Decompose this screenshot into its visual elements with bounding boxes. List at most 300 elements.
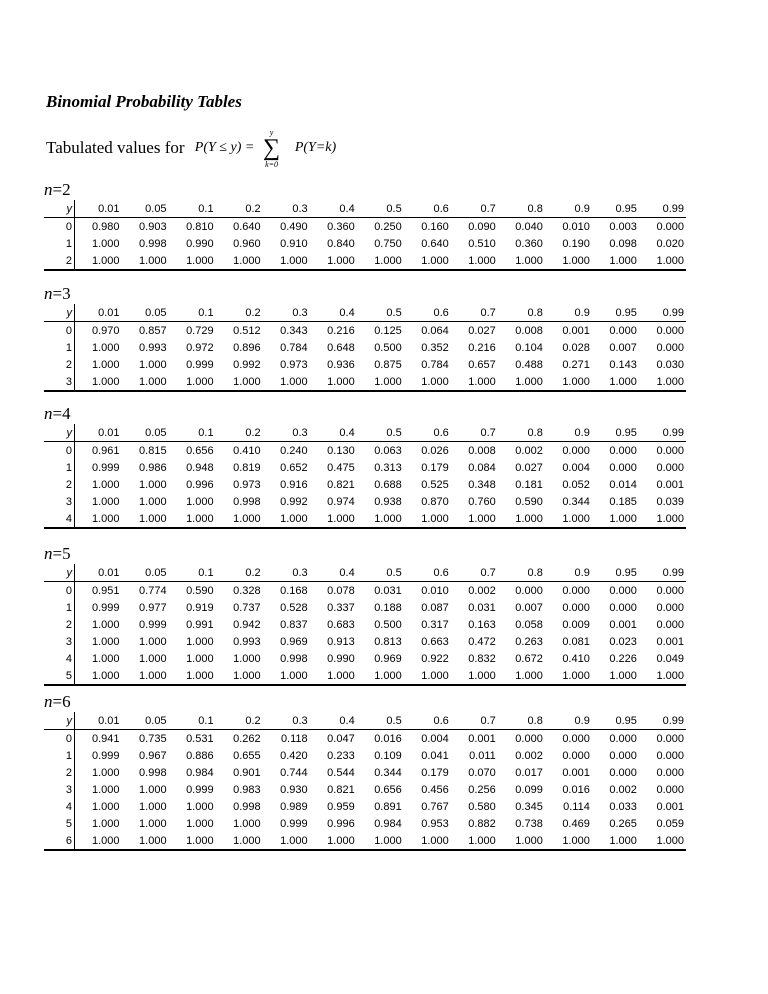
probability-cell: 1.000 <box>639 510 686 528</box>
probability-cell: 0.031 <box>468 601 496 614</box>
y-cell: 2 <box>44 476 75 493</box>
probability-cell: 0.998 <box>280 652 308 665</box>
y-cell: 3 <box>44 373 75 391</box>
probability-cell: 1.000 <box>310 667 357 685</box>
probability-cell: 0.990 <box>327 652 355 665</box>
p-column-header: 0.5 <box>357 424 404 442</box>
probability-cell: 0.683 <box>327 618 355 631</box>
table-row <box>44 832 686 850</box>
probability-cell: 1.000 <box>639 832 686 850</box>
probability-cell: 0.226 <box>609 652 637 665</box>
p-column-header: 0.01 <box>75 712 122 730</box>
binomial-table-block <box>44 284 686 392</box>
probability-cell: 0.784 <box>280 341 308 354</box>
y-cell: 3 <box>44 633 75 650</box>
probability-cell: 0.000 <box>656 220 684 233</box>
probability-cell: 1.000 <box>92 652 120 665</box>
p-column-header: 0.95 <box>592 564 639 582</box>
probability-cell: 0.922 <box>421 652 449 665</box>
probability-cell: 1.000 <box>75 667 122 685</box>
probability-cell: 0.000 <box>609 444 637 457</box>
p-column-header: 0.7 <box>451 564 498 582</box>
probability-cell: 0.967 <box>139 749 167 762</box>
y-cell: 0 <box>44 442 75 460</box>
probability-cell: 0.360 <box>327 220 355 233</box>
probability-cell: 0.240 <box>280 444 308 457</box>
p-column-header: 0.05 <box>122 424 169 442</box>
probability-cell: 1.000 <box>92 635 120 648</box>
p-column-header: 0.3 <box>263 304 310 322</box>
probability-cell: 0.000 <box>562 444 590 457</box>
probability-cell: 0.027 <box>468 324 496 337</box>
sigma-glyph: ∑ <box>263 135 281 161</box>
probability-cell: 0.998 <box>233 495 261 508</box>
y-cell: 2 <box>44 356 75 373</box>
probability-cell: 1.000 <box>216 510 263 528</box>
probability-cell: 0.544 <box>327 766 355 779</box>
probability-cell: 1.000 <box>233 817 261 830</box>
probability-cell: 0.938 <box>374 495 402 508</box>
formula-lead-text: Tabulated values for <box>46 138 185 157</box>
probability-cell: 0.672 <box>515 652 543 665</box>
y-cell: 6 <box>44 832 75 850</box>
p-column-header: 0.95 <box>592 712 639 730</box>
probability-cell: 1.000 <box>216 252 263 270</box>
p-column-header: 0.99 <box>639 304 686 322</box>
probability-cell: 0.179 <box>421 766 449 779</box>
probability-cell: 0.999 <box>186 358 214 371</box>
probability-cell: 0.000 <box>609 324 637 337</box>
binomial-table-block <box>44 692 686 851</box>
probability-cell: 0.031 <box>374 584 402 597</box>
table-row <box>44 599 686 616</box>
table-row <box>44 650 686 667</box>
probability-cell: 0.001 <box>656 635 684 648</box>
probability-cell: 1.000 <box>233 652 261 665</box>
probability-cell: 0.810 <box>186 220 214 233</box>
p-column-header: 0.2 <box>216 304 263 322</box>
probability-cell: 1.000 <box>216 667 263 685</box>
probability-cell: 1.000 <box>498 373 545 391</box>
probability-cell: 1.000 <box>139 652 167 665</box>
probability-cell: 0.011 <box>469 749 496 762</box>
probability-cell: 1.000 <box>139 495 167 508</box>
table-row <box>44 339 686 356</box>
probability-cell: 0.999 <box>92 601 120 614</box>
probability-cell: 0.328 <box>233 584 261 597</box>
p-column-header: 0.99 <box>639 712 686 730</box>
probability-cell: 1.000 <box>592 832 639 850</box>
probability-cell: 1.000 <box>92 237 120 250</box>
n-label <box>44 692 686 712</box>
table-row <box>44 459 686 476</box>
probability-cell: 1.000 <box>357 510 404 528</box>
probability-cell: 0.999 <box>92 749 120 762</box>
probability-cell: 0.009 <box>562 618 590 631</box>
probability-cell: 0.263 <box>515 635 543 648</box>
probability-cell: 0.216 <box>468 341 496 354</box>
probability-table <box>44 200 686 271</box>
y-cell: 0 <box>44 218 75 236</box>
table-row <box>44 493 686 510</box>
probability-cell: 0.099 <box>515 783 543 796</box>
probability-cell: 0.901 <box>233 766 261 779</box>
probability-cell: 0.058 <box>515 618 543 631</box>
y-column-header: y <box>44 712 75 730</box>
probability-cell: 0.973 <box>280 358 308 371</box>
p-column-header: 0.4 <box>310 424 357 442</box>
probability-cell: 0.000 <box>609 732 637 745</box>
probability-cell: 1.000 <box>545 373 592 391</box>
probability-cell: 0.456 <box>421 783 449 796</box>
p-column-header: 0.99 <box>639 564 686 582</box>
table-row <box>44 218 686 236</box>
p-column-header: 0.9 <box>545 424 592 442</box>
probability-cell: 0.840 <box>327 237 355 250</box>
probability-cell: 0.008 <box>515 324 543 337</box>
probability-cell: 0.000 <box>562 601 590 614</box>
probability-cell: 1.000 <box>139 478 167 491</box>
probability-cell: 1.000 <box>310 832 357 850</box>
probability-cell: 0.125 <box>374 324 402 337</box>
probability-cell: 0.980 <box>92 220 120 233</box>
p-column-header: 0.7 <box>451 200 498 218</box>
page-title: Binomial Probability Tables <box>46 92 242 111</box>
probability-cell: 0.000 <box>656 444 684 457</box>
formula-line <box>46 128 337 169</box>
probability-cell: 0.420 <box>280 749 308 762</box>
p-column-header: 0.1 <box>169 304 216 322</box>
probability-cell: 1.000 <box>404 373 451 391</box>
probability-cell: 0.000 <box>515 584 543 597</box>
p-column-header: 0.1 <box>169 200 216 218</box>
probability-cell: 0.970 <box>92 324 120 337</box>
probability-cell: 0.000 <box>515 732 543 745</box>
probability-cell: 0.640 <box>421 237 449 250</box>
p-column-header: 0.8 <box>498 424 545 442</box>
probability-cell: 0.010 <box>421 584 449 597</box>
probability-table <box>44 424 686 529</box>
probability-cell: 1.000 <box>122 832 169 850</box>
probability-cell: 0.114 <box>563 800 590 813</box>
probability-cell: 1.000 <box>92 618 120 631</box>
probability-cell: 0.500 <box>374 618 402 631</box>
y-cell: 0 <box>44 582 75 600</box>
y-column-header: y <box>44 564 75 582</box>
p-column-header: 0.5 <box>357 304 404 322</box>
probability-cell: 0.525 <box>421 478 449 491</box>
table-row <box>44 781 686 798</box>
probability-cell: 1.000 <box>545 252 592 270</box>
probability-cell: 0.896 <box>233 341 261 354</box>
probability-cell: 0.410 <box>562 652 590 665</box>
probability-cell: 1.000 <box>169 373 216 391</box>
probability-cell: 0.930 <box>280 783 308 796</box>
p-column-header: 0.2 <box>216 200 263 218</box>
p-column-header: 0.7 <box>451 712 498 730</box>
p-column-header: 0.05 <box>122 712 169 730</box>
probability-cell: 0.738 <box>515 817 543 830</box>
n-label <box>44 404 686 424</box>
p-column-header: 0.8 <box>498 712 545 730</box>
probability-cell: 0.265 <box>609 817 637 830</box>
probability-cell: 0.002 <box>468 584 496 597</box>
p-column-header: 0.99 <box>639 424 686 442</box>
probability-cell: 0.001 <box>468 732 496 745</box>
probability-cell: 0.663 <box>421 635 449 648</box>
n-value: =3 <box>52 284 71 303</box>
probability-cell: 0.580 <box>468 800 496 813</box>
table-row <box>44 252 686 270</box>
probability-cell: 1.000 <box>498 667 545 685</box>
probability-cell: 0.735 <box>139 732 167 745</box>
y-cell: 1 <box>44 459 75 476</box>
p-column-header: 0.3 <box>263 424 310 442</box>
p-column-header: 0.3 <box>263 564 310 582</box>
probability-cell: 0.000 <box>609 584 637 597</box>
probability-cell: 0.130 <box>327 444 355 457</box>
probability-cell: 0.000 <box>656 618 684 631</box>
probability-cell: 0.737 <box>233 601 261 614</box>
probability-table <box>44 712 686 851</box>
probability-cell: 0.216 <box>327 324 355 337</box>
table-row <box>44 510 686 528</box>
probability-cell: 0.973 <box>233 478 261 491</box>
probability-cell: 0.000 <box>656 461 684 474</box>
probability-cell: 1.000 <box>122 510 169 528</box>
probability-cell: 0.657 <box>468 358 496 371</box>
probability-cell: 0.821 <box>327 478 355 491</box>
probability-cell: 0.992 <box>233 358 261 371</box>
y-cell: 4 <box>44 510 75 528</box>
probability-cell: 0.767 <box>421 800 449 813</box>
probability-cell: 1.000 <box>592 252 639 270</box>
y-cell: 2 <box>44 252 75 270</box>
probability-cell: 0.344 <box>562 495 590 508</box>
probability-cell: 0.948 <box>186 461 214 474</box>
probability-cell: 0.998 <box>139 766 167 779</box>
probability-cell: 0.109 <box>374 749 402 762</box>
probability-cell: 0.961 <box>92 444 120 457</box>
table-row <box>44 373 686 391</box>
probability-cell: 1.000 <box>639 373 686 391</box>
probability-cell: 0.998 <box>233 800 261 813</box>
probability-cell: 0.891 <box>374 800 402 813</box>
probability-cell: 1.000 <box>92 800 120 813</box>
probability-cell: 0.488 <box>515 358 543 371</box>
probability-cell: 0.750 <box>374 237 402 250</box>
probability-cell: 0.059 <box>656 817 684 830</box>
probability-cell: 0.168 <box>280 584 308 597</box>
probability-cell: 0.000 <box>562 732 590 745</box>
probability-cell: 0.656 <box>374 783 402 796</box>
table-row <box>44 442 686 460</box>
formula-rhs: P(Y=k) <box>294 140 337 155</box>
probability-cell: 0.078 <box>327 584 355 597</box>
probability-cell: 0.760 <box>468 495 496 508</box>
probability-cell: 0.951 <box>92 584 120 597</box>
y-cell: 2 <box>44 616 75 633</box>
probability-cell: 0.942 <box>233 618 261 631</box>
probability-cell: 1.000 <box>169 252 216 270</box>
p-column-header: 0.3 <box>263 200 310 218</box>
probability-cell: 0.000 <box>656 732 684 745</box>
header-row <box>44 304 686 322</box>
p-column-header: 0.2 <box>216 712 263 730</box>
p-column-header: 0.7 <box>451 424 498 442</box>
n-label <box>44 544 686 564</box>
probability-cell: 1.000 <box>122 252 169 270</box>
probability-cell: 0.000 <box>656 749 684 762</box>
probability-cell: 1.000 <box>451 252 498 270</box>
probability-cell: 1.000 <box>92 495 120 508</box>
probability-cell: 0.655 <box>233 749 261 762</box>
probability-cell: 0.993 <box>139 341 167 354</box>
probability-cell: 1.000 <box>139 358 167 371</box>
p-column-header: 0.2 <box>216 564 263 582</box>
probability-cell: 0.469 <box>562 817 590 830</box>
p-column-header: 0.99 <box>639 200 686 218</box>
probability-cell: 0.090 <box>468 220 496 233</box>
probability-cell: 0.360 <box>515 237 543 250</box>
probability-cell: 0.992 <box>280 495 308 508</box>
p-column-header: 0.6 <box>404 564 451 582</box>
p-column-header: 0.6 <box>404 200 451 218</box>
probability-cell: 1.000 <box>169 832 216 850</box>
table-row <box>44 356 686 373</box>
n-variable: n <box>44 692 53 711</box>
probability-cell: 0.984 <box>186 766 214 779</box>
p-column-header: 0.2 <box>216 424 263 442</box>
y-cell: 4 <box>44 798 75 815</box>
probability-cell: 1.000 <box>92 358 120 371</box>
probability-cell: 0.098 <box>609 237 637 250</box>
n-value: =5 <box>52 544 71 563</box>
y-cell: 1 <box>44 747 75 764</box>
probability-cell: 0.118 <box>280 732 308 745</box>
probability-cell: 0.016 <box>374 732 402 745</box>
probability-cell: 0.017 <box>515 766 543 779</box>
table-row <box>44 476 686 493</box>
formula-lhs: P(Y ≤ y) = <box>194 140 255 155</box>
probability-cell: 0.313 <box>374 461 402 474</box>
n-variable: n <box>44 284 53 303</box>
probability-cell: 1.000 <box>592 373 639 391</box>
probability-cell: 0.875 <box>374 358 402 371</box>
probability-cell: 0.352 <box>421 341 449 354</box>
p-column-header: 0.5 <box>357 200 404 218</box>
p-column-header: 0.1 <box>169 712 216 730</box>
probability-cell: 0.020 <box>656 237 684 250</box>
probability-cell: 0.256 <box>468 783 496 796</box>
probability-cell: 1.000 <box>92 766 120 779</box>
probability-cell: 0.026 <box>421 444 449 457</box>
probability-cell: 1.000 <box>310 373 357 391</box>
probability-cell: 0.886 <box>186 749 214 762</box>
p-column-header: 0.4 <box>310 564 357 582</box>
probability-cell: 1.000 <box>357 667 404 685</box>
probability-cell: 0.652 <box>280 461 308 474</box>
probability-cell: 1.000 <box>216 832 263 850</box>
probability-cell: 1.000 <box>263 667 310 685</box>
probability-cell: 0.002 <box>515 749 543 762</box>
binomial-table-block <box>44 544 686 686</box>
probability-cell: 1.000 <box>263 510 310 528</box>
probability-cell: 0.916 <box>280 478 308 491</box>
probability-cell: 0.590 <box>186 584 214 597</box>
summation-lower-limit: k=0 <box>265 160 279 169</box>
p-column-header: 0.6 <box>404 712 451 730</box>
probability-cell: 0.040 <box>515 220 543 233</box>
table-row <box>44 798 686 815</box>
p-column-header: 0.95 <box>592 424 639 442</box>
probability-cell: 0.410 <box>233 444 261 457</box>
p-column-header: 0.05 <box>122 304 169 322</box>
probability-cell: 1.000 <box>498 832 545 850</box>
probability-cell: 1.000 <box>498 510 545 528</box>
probability-cell: 0.837 <box>280 618 308 631</box>
probability-cell: 0.070 <box>468 766 496 779</box>
probability-cell: 0.188 <box>374 601 402 614</box>
n-value: =2 <box>52 180 71 199</box>
probability-cell: 0.990 <box>186 237 214 250</box>
probability-cell: 0.007 <box>515 601 543 614</box>
probability-cell: 0.993 <box>233 635 261 648</box>
probability-cell: 0.027 <box>515 461 543 474</box>
probability-cell: 1.000 <box>92 478 120 491</box>
probability-cell: 0.960 <box>233 237 261 250</box>
probability-cell: 0.000 <box>656 584 684 597</box>
probability-cell: 1.000 <box>592 510 639 528</box>
y-cell: 5 <box>44 815 75 832</box>
probability-cell: 0.729 <box>186 324 214 337</box>
p-column-header: 0.8 <box>498 564 545 582</box>
n-label <box>44 180 686 200</box>
probability-cell: 0.919 <box>186 601 214 614</box>
probability-cell: 0.250 <box>374 220 402 233</box>
probability-cell: 0.014 <box>609 478 637 491</box>
probability-cell: 0.969 <box>280 635 308 648</box>
p-column-header: 0.5 <box>357 564 404 582</box>
p-column-header: 0.4 <box>310 200 357 218</box>
probability-cell: 0.000 <box>562 749 590 762</box>
probability-cell: 0.002 <box>515 444 543 457</box>
probability-cell: 1.000 <box>186 495 214 508</box>
probability-cell: 1.000 <box>639 667 686 685</box>
p-column-header: 0.01 <box>75 304 122 322</box>
probability-cell: 0.999 <box>186 783 214 796</box>
header-row <box>44 424 686 442</box>
p-column-header: 0.9 <box>545 564 592 582</box>
probability-cell: 1.000 <box>75 832 122 850</box>
probability-cell: 1.000 <box>139 783 167 796</box>
probability-cell: 0.000 <box>656 324 684 337</box>
probability-cell: 0.039 <box>656 495 684 508</box>
probability-cell: 0.648 <box>327 341 355 354</box>
p-column-header: 0.5 <box>357 712 404 730</box>
probability-cell: 0.969 <box>374 652 402 665</box>
probability-cell: 0.984 <box>374 817 402 830</box>
table-row <box>44 815 686 832</box>
probability-cell: 0.656 <box>186 444 214 457</box>
probability-cell: 0.084 <box>468 461 496 474</box>
p-column-header: 0.01 <box>75 424 122 442</box>
probability-cell: 1.000 <box>263 373 310 391</box>
probability-cell: 1.000 <box>357 373 404 391</box>
n-variable: n <box>44 404 53 423</box>
probability-cell: 1.000 <box>545 832 592 850</box>
p-column-header: 0.9 <box>545 712 592 730</box>
